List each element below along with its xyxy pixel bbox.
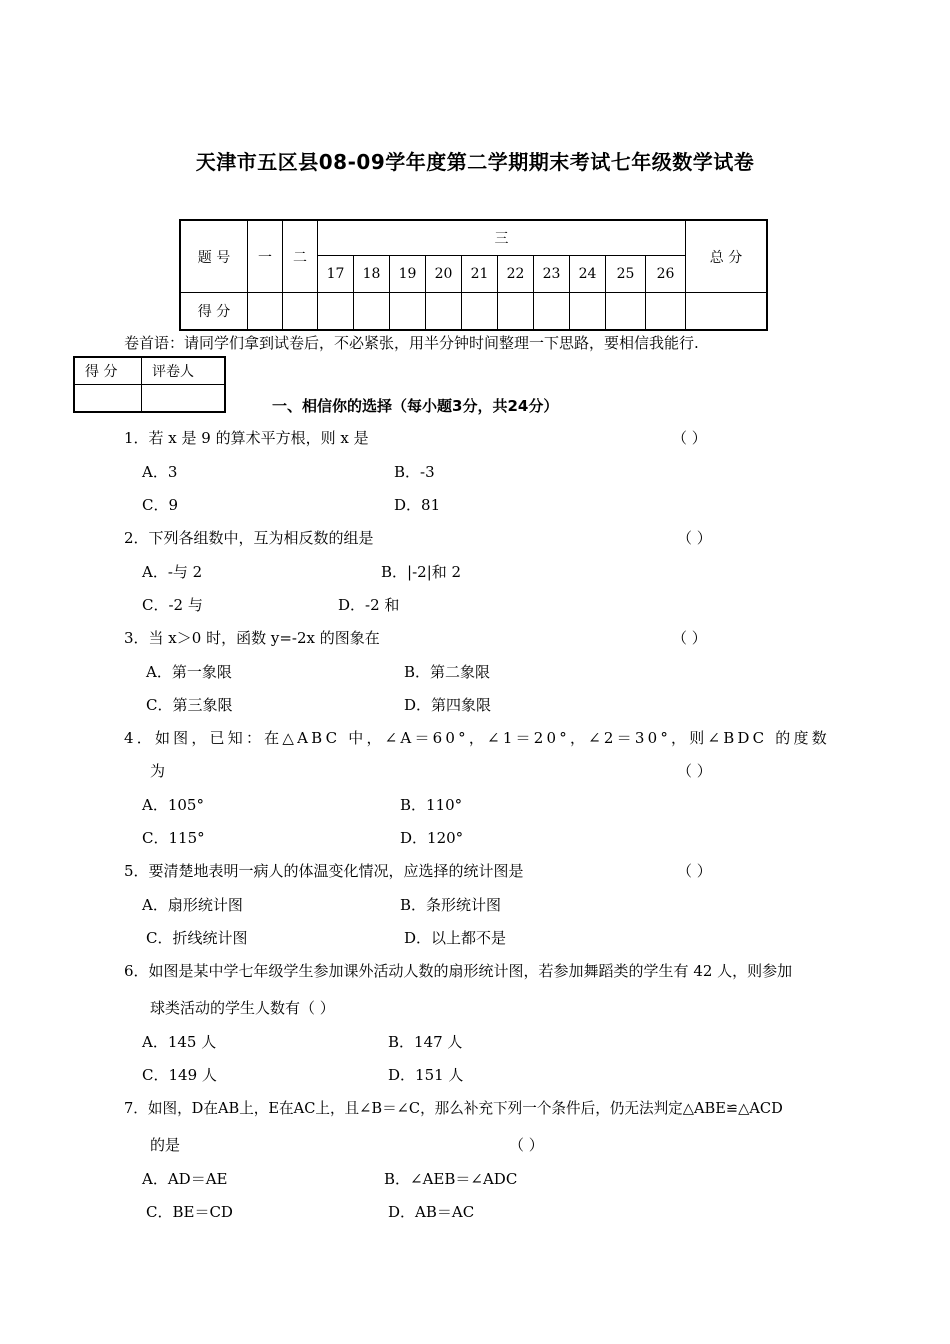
col-sub: 17 [318, 256, 354, 293]
q4-stem-continued: 为 [150, 762, 166, 780]
q2-option-a: A．-与 2 [142, 563, 203, 581]
q5-option-a: A．扇形统计图 [142, 896, 243, 914]
score-cell[interactable] [498, 293, 534, 331]
q1-stem: 1．若 x 是 9 的算术平方根，则 x 是 [124, 429, 369, 447]
q5-option-b: B．条形统计图 [400, 896, 502, 914]
col-sub: 25 [606, 256, 646, 293]
q3-answer-paren[interactable]: （ ） [672, 629, 707, 647]
col-sub: 21 [462, 256, 498, 293]
q4-option-b: B．110° [400, 796, 463, 814]
q1-option-c: C．9 [142, 496, 179, 514]
q2-stem: 2．下列各组数中，互为相反数的组是 [124, 529, 374, 547]
q1-option-d: D．81 [394, 496, 441, 514]
q7-option-d: D．AB＝AC [388, 1203, 475, 1221]
q6-option-a: A．145 人 [142, 1033, 217, 1051]
q3-option-a: A．第一象限 [146, 663, 232, 681]
q4-option-d: D．120° [400, 829, 464, 847]
q5-option-d: D．以上都不是 [404, 929, 507, 947]
score-cell[interactable] [462, 293, 498, 331]
col-sub: 22 [498, 256, 534, 293]
grader-table [73, 356, 226, 413]
col-part-1: 一 [248, 220, 283, 293]
q3-option-c: C．第三象限 [146, 696, 233, 714]
row-label-score: 得 分 [180, 293, 248, 331]
col-sub: 19 [390, 256, 426, 293]
q4-answer-paren[interactable]: （ ） [677, 762, 712, 780]
col-part-2: 二 [283, 220, 318, 293]
score-cell[interactable] [686, 293, 768, 331]
page-title: 天津市五区县08-09学年度第二学期期末考试七年级数学试卷 [195, 150, 755, 174]
col-sub: 18 [354, 256, 390, 293]
col-sub: 24 [570, 256, 606, 293]
q3-option-b: B．第二象限 [404, 663, 491, 681]
q5-answer-paren[interactable]: （ ） [677, 862, 712, 880]
section-1-title: 一、相信你的选择（每小题3分，共24分） [272, 397, 559, 415]
grader-score-cell[interactable] [74, 385, 142, 413]
grader-name-cell[interactable] [142, 385, 226, 413]
q4-stem: 4．如图，已知：在△ABC 中，∠A＝60°，∠1＝20°，∠2＝30°，则∠BDC 的度数 [124, 729, 830, 747]
q2-option-c: C．-2 与 [142, 596, 203, 614]
score-table [179, 219, 768, 331]
q2-option-b: B．|-2|和 2 [381, 563, 462, 581]
q5-option-c: C．折线统计图 [146, 929, 248, 947]
q4-option-c: C．115° [142, 829, 205, 847]
q6-stem: 6．如图是某中学七年级学生参加课外活动人数的扇形统计图，若参加舞蹈类的学生有 42 人，则参加 [124, 962, 793, 980]
score-cell[interactable] [646, 293, 686, 331]
col-part-3: 三 [318, 220, 686, 256]
q1-option-b: B．-3 [394, 463, 435, 481]
score-cell[interactable] [390, 293, 426, 331]
score-cell[interactable] [318, 293, 354, 331]
q6-option-c: C．149 人 [142, 1066, 217, 1084]
col-sub: 26 [646, 256, 686, 293]
grader-score-label: 得 分 [74, 357, 142, 385]
q7-option-c: C．BE＝CD [146, 1203, 233, 1221]
q7-option-a: A．AD＝AE [142, 1170, 228, 1188]
q4-option-a: A．105° [142, 796, 204, 814]
score-cell[interactable] [570, 293, 606, 331]
q3-stem: 3．当 x＞0 时，函数 y=-2x 的图象在 [124, 629, 380, 647]
row-label-question-number: 题 号 [180, 220, 248, 293]
score-cell[interactable] [354, 293, 390, 331]
score-cell[interactable] [606, 293, 646, 331]
score-cell[interactable] [426, 293, 462, 331]
q1-option-a: A．3 [142, 463, 178, 481]
score-cell[interactable] [283, 293, 318, 331]
score-cell[interactable] [534, 293, 570, 331]
grader-name-label: 评卷人 [142, 357, 226, 385]
q6-option-d: D．151 人 [388, 1066, 464, 1084]
q6-stem-continued: 球类活动的学生人数有（ ） [150, 999, 335, 1017]
q6-option-b: B．147 人 [388, 1033, 463, 1051]
q5-stem: 5．要清楚地表明一病人的体温变化情况，应选择的统计图是 [124, 862, 524, 880]
preface: 卷首语：请同学们拿到试卷后，不必紧张，用半分钟时间整理一下思路，要相信我能行. [124, 334, 699, 352]
q2-option-d: D．-2 和 [338, 596, 400, 614]
q1-answer-paren[interactable]: （ ） [672, 429, 707, 447]
q2-answer-paren[interactable]: （ ） [677, 529, 712, 547]
q7-option-b: B．∠AEB＝∠ADC [384, 1170, 518, 1188]
col-sub: 20 [426, 256, 462, 293]
q3-option-d: D．第四象限 [404, 696, 492, 714]
col-total: 总 分 [686, 220, 768, 293]
score-cell[interactable] [248, 293, 283, 331]
col-sub: 23 [534, 256, 570, 293]
q7-answer-paren[interactable]: （ ） [509, 1136, 544, 1154]
q7-stem: 7．如图，D在AB上，E在AC上，且∠B＝∠C，那么补充下列一个条件后，仍无法判定△ABE≌△ACD [124, 1100, 783, 1117]
q7-stem-continued: 的是 [150, 1136, 181, 1154]
